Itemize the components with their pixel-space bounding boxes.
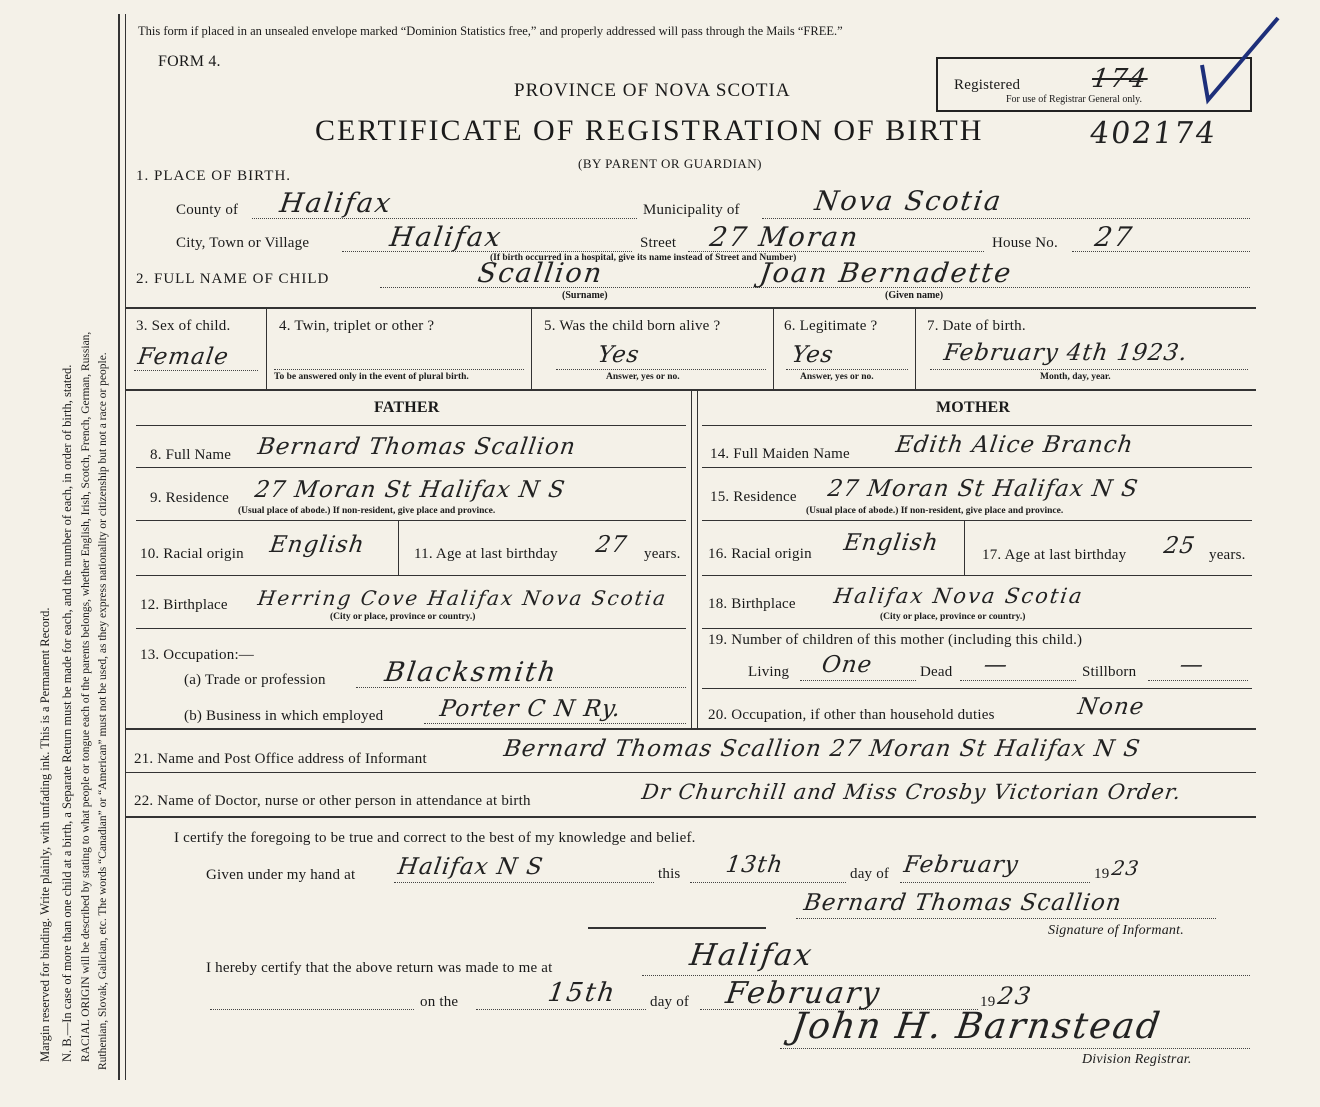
mother-birthplace-note: (City or place, province or country.) xyxy=(880,612,1026,622)
hospital-note: (If birth occurred in a hospital, give its name instead of Street and Number) xyxy=(490,253,797,263)
father-age-label: 11. Age at last birthday xyxy=(414,546,558,562)
twin-label: 4. Twin, triplet or other ? xyxy=(279,318,435,334)
sex-value: Female xyxy=(136,344,231,370)
alive-caption: Answer, yes or no. xyxy=(606,372,680,382)
living-label: Living xyxy=(748,664,790,680)
checkmark-icon xyxy=(1190,10,1285,105)
father-name: Bernard Thomas Scallion xyxy=(256,434,578,460)
registered-number: 174 xyxy=(1089,64,1150,94)
alive-label: 5. Was the child born alive ? xyxy=(544,318,721,334)
dob-label: 7. Date of birth. xyxy=(927,318,1026,334)
dead-value: — xyxy=(982,652,1010,678)
given-place: Halifax N S xyxy=(396,854,546,880)
mother-residence-label: 15. Residence xyxy=(710,489,797,505)
mother-birthplace: Halifax Nova Scotia xyxy=(832,584,1086,608)
street-value: 27 Moran xyxy=(707,222,862,253)
informant-label: 21. Name and Post Office address of Informant xyxy=(134,751,427,767)
child-name-label: 2. FULL NAME OF CHILD xyxy=(136,271,330,287)
county-label: County of xyxy=(176,202,239,218)
this-label: this xyxy=(658,866,681,882)
margin-line-1: Margin reserved for binding. Write plainly, with unfading ink. This is a Permanent Record. xyxy=(38,607,52,1062)
father-years: years. xyxy=(644,546,681,562)
legitimate-caption: Answer, yes or no. xyxy=(800,372,874,382)
doctor-label: 22. Name of Doctor, nurse or other person in attendance at birth xyxy=(134,793,531,809)
registered-label: Registered xyxy=(954,77,1021,93)
registrar-on-the: on the xyxy=(420,994,459,1010)
street-label: Street xyxy=(640,235,677,251)
page-title: CERTIFICATE OF REGISTRATION OF BIRTH xyxy=(315,114,984,147)
father-birthplace-label: 12. Birthplace xyxy=(140,597,228,613)
child-surname: Scallion xyxy=(475,258,606,289)
house-label: House No. xyxy=(992,235,1058,251)
trade-label: (a) Trade or profession xyxy=(184,672,326,688)
children-label: 19. Number of children of this mother (including this child.) xyxy=(708,632,1083,648)
father-name-label: 8. Full Name xyxy=(150,447,232,463)
dob-value: February 4th 1923. xyxy=(942,340,1190,366)
place-of-birth-label: 1. PLACE OF BIRTH. xyxy=(136,168,292,184)
mother-occupation: None xyxy=(1076,694,1147,720)
left-border xyxy=(118,14,120,1080)
given-day: 13th xyxy=(724,852,786,878)
registrar-month: February xyxy=(723,976,884,1011)
given-year: 23 xyxy=(1110,856,1142,880)
county-value: Halifax xyxy=(277,188,395,219)
city-value: Halifax xyxy=(387,222,505,253)
left-border-inner xyxy=(125,14,126,1080)
free-notice: This form if placed in an unsealed envelope marked “Dominion Statistics free,” and properly addressed will pass through the Mails “FREE.” xyxy=(138,24,843,38)
mother-years: years. xyxy=(1209,547,1246,563)
father-heading: FATHER xyxy=(374,399,440,416)
business-value: Porter C N Ry. xyxy=(438,696,623,722)
mother-age: 25 xyxy=(1162,533,1198,559)
informant-signature: Bernard Thomas Scallion xyxy=(802,890,1124,916)
stillborn-label: Stillborn xyxy=(1082,664,1137,680)
registrar-place: Halifax xyxy=(687,938,816,973)
mother-heading: MOTHER xyxy=(936,399,1011,416)
city-label: City, Town or Village xyxy=(176,235,310,251)
registrar-day-of: day of xyxy=(650,994,690,1010)
dead-label: Dead xyxy=(920,664,953,680)
twin-note: To be answered only in the event of plural birth. xyxy=(274,372,469,382)
dob-caption: Month, day, year. xyxy=(1040,372,1111,382)
informant-signature-caption: Signature of Informant. xyxy=(1048,923,1184,938)
trade-value: Blacksmith xyxy=(382,657,560,688)
registrar-signature: John H. Barnstead xyxy=(789,1006,1165,1047)
sex-label: 3. Sex of child. xyxy=(136,318,231,334)
business-label: (b) Business in which employed xyxy=(184,708,384,724)
mother-abode-note: (Usual place of abode.) If non-resident, give place and province. xyxy=(806,506,1064,516)
page-subtitle: (BY PARENT OR GUARDIAN) xyxy=(578,156,763,171)
father-race: English xyxy=(268,532,367,558)
given-month: February xyxy=(902,852,1021,878)
living-value: One xyxy=(820,652,875,678)
doctor-value: Dr Churchill and Miss Crosby Victorian Order. xyxy=(640,780,1183,804)
child-given-name: Joan Bernadette xyxy=(757,258,1015,289)
mother-name: Edith Alice Branch xyxy=(894,432,1136,458)
given-year-prefix: 19 xyxy=(1094,866,1110,882)
given-day-of: day of xyxy=(850,866,890,882)
mother-residence: 27 Moran St Halifax N S xyxy=(826,476,1141,502)
margin-line-3: RACIAL ORIGIN will be described by stating to what people or tongue each of the parents belongs, whether English, Irish, Scotch, French, German, Russian, xyxy=(80,331,92,1062)
certify-statement: I certify the foregoing to be true and correct to the best of my knowledge and belief. xyxy=(174,830,696,846)
registrar-caption: Division Registrar. xyxy=(1082,1052,1192,1067)
house-value: 27 xyxy=(1092,222,1136,253)
registrar-year-prefix: 19 xyxy=(980,994,996,1010)
mother-race-label: 16. Racial origin xyxy=(708,546,812,562)
mother-age-label: 17. Age at last birthday xyxy=(982,547,1127,563)
father-birthplace-note: (City or place, province or country.) xyxy=(330,612,476,622)
province-heading: PROVINCE OF NOVA SCOTIA xyxy=(514,80,791,101)
father-occupation-label: 13. Occupation:— xyxy=(140,647,255,663)
registrar-year: 23 xyxy=(996,982,1035,1010)
given-name-caption: (Given name) xyxy=(885,290,944,301)
margin-line-4: Ruthenian, Slovak, Galician, etc. The words “Canadian” or “American” must not be used, as they express nationality or citizenship but not a race or people. xyxy=(97,352,109,1070)
mother-name-label: 14. Full Maiden Name xyxy=(710,446,850,462)
father-race-label: 10. Racial origin xyxy=(140,546,244,562)
municipality-label: Municipality of xyxy=(643,202,740,218)
registrar-day: 15th xyxy=(545,978,619,1008)
father-residence: 27 Moran St Halifax N S xyxy=(253,477,568,503)
mother-race: English xyxy=(842,530,941,556)
informant-value: Bernard Thomas Scallion 27 Moran St Halifax N S xyxy=(502,736,1143,762)
father-birthplace: Herring Cove Halifax Nova Scotia xyxy=(256,586,669,610)
form-number: FORM 4. xyxy=(158,53,221,70)
municipality-value: Nova Scotia xyxy=(812,186,1005,217)
surname-caption: (Surname) xyxy=(562,290,608,301)
mother-occupation-label: 20. Occupation, if other than household duties xyxy=(708,707,995,723)
legitimate-value: Yes xyxy=(790,342,836,368)
registrar-statement: I hereby certify that the above return was made to me at xyxy=(206,960,553,976)
certificate-number: 402174 xyxy=(1087,116,1219,151)
given-under-label: Given under my hand at xyxy=(206,867,356,883)
father-residence-label: 9. Residence xyxy=(150,490,230,506)
father-age: 27 xyxy=(594,532,630,558)
legitimate-label: 6. Legitimate ? xyxy=(784,318,878,334)
stillborn-value: — xyxy=(1178,652,1206,678)
alive-value: Yes xyxy=(596,342,642,368)
registrar-use-note: For use of Registrar General only. xyxy=(1006,94,1142,105)
father-abode-note: (Usual place of abode.) If non-resident, give place and province. xyxy=(238,506,496,516)
margin-line-2: N. B.—In case of more than one child at a birth, a Separate Return must be made for each, and the number of each, in order of birth, stated. xyxy=(60,364,74,1062)
mother-birthplace-label: 18. Birthplace xyxy=(708,596,796,612)
